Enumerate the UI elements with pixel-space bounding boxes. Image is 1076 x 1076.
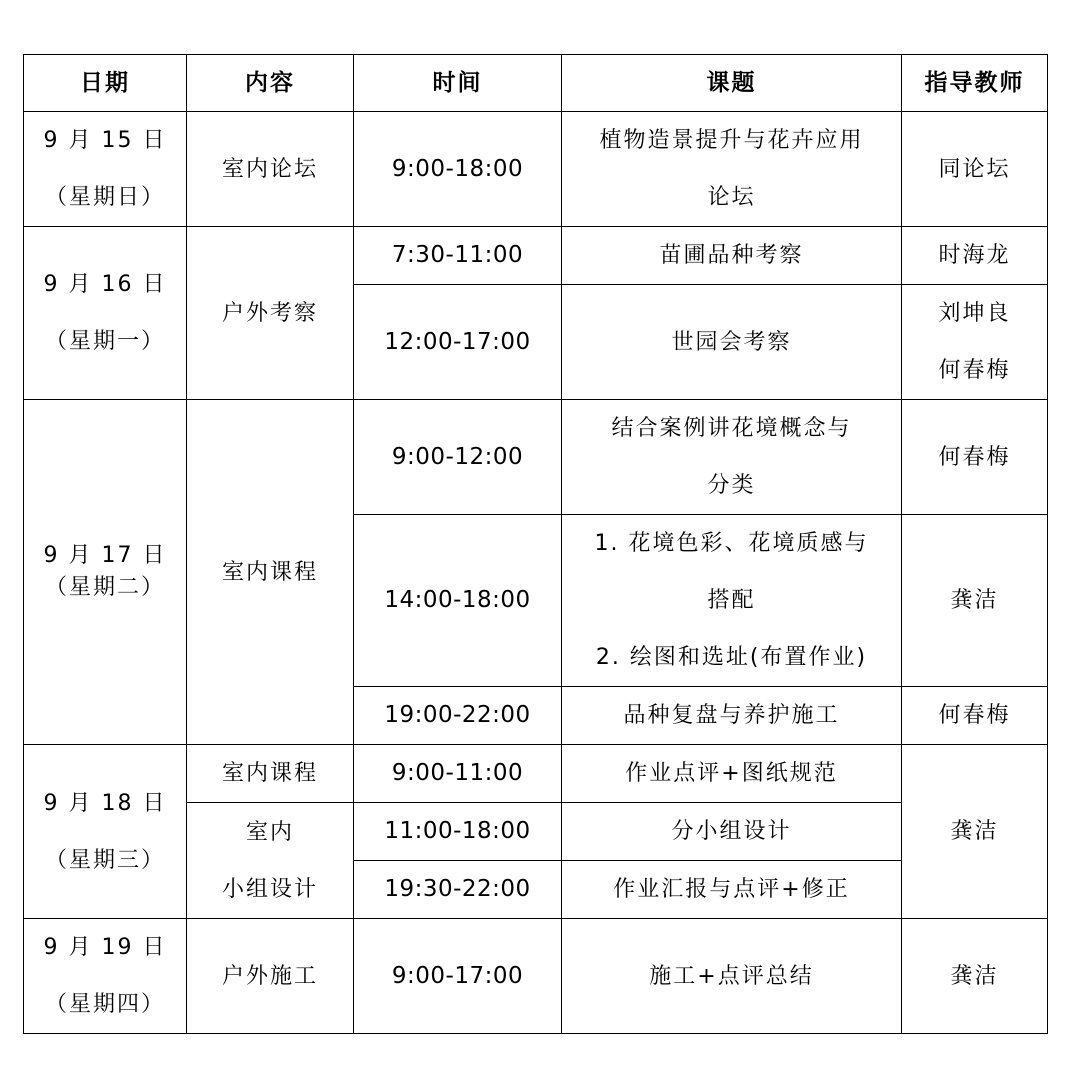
table-row xyxy=(24,400,1048,515)
topic-cell: 苗圃品种考察 xyxy=(562,227,902,285)
table-row xyxy=(24,745,1048,803)
content-cell: 户外考察 xyxy=(187,227,354,400)
topic-line: 1. 花境色彩、花境质感与 xyxy=(594,531,869,556)
date-text: 9 月 18 日 xyxy=(43,790,167,816)
time-cell: 9:00-18:00 xyxy=(354,112,562,227)
topic-cell: 品种复盘与养护施工 xyxy=(562,687,902,745)
topic-line: 论坛 xyxy=(707,185,756,210)
topic-cell xyxy=(562,400,902,515)
date-cell xyxy=(24,400,187,745)
teacher-cell: 时海龙 xyxy=(902,227,1048,285)
header-date: 日期 xyxy=(24,55,187,112)
topic-cell: 世园会考察 xyxy=(562,285,902,400)
date-cell xyxy=(24,112,187,227)
time-cell: 7:30-11:00 xyxy=(354,227,562,285)
date-text: 9 月 16 日 xyxy=(43,272,167,297)
schedule-table xyxy=(23,54,1048,1034)
table-row xyxy=(24,227,1048,285)
teacher-cell: 同论坛 xyxy=(902,112,1048,227)
content-cell: 室内课程 xyxy=(187,745,354,803)
date-cell xyxy=(24,919,187,1034)
header-time: 时间 xyxy=(354,55,562,112)
table-row xyxy=(24,112,1048,227)
weekday-text: （星期四） xyxy=(44,992,165,1017)
topic-line: 植物造景提升与花卉应用 xyxy=(599,128,864,153)
topic-line: 搭配 xyxy=(707,588,756,613)
content-line: 室内 xyxy=(245,819,294,845)
topic-cell xyxy=(562,515,902,687)
weekday-text: （星期三） xyxy=(44,847,165,873)
weekday-text: （星期一） xyxy=(44,329,165,354)
time-cell: 14:00-18:00 xyxy=(354,515,562,687)
date-text: 9 月 19 日 xyxy=(43,935,167,960)
teacher-cell: 何春梅 xyxy=(902,687,1048,745)
topic-line: 结合案例讲花境概念与 xyxy=(611,416,852,441)
topic-cell: 分小组设计 xyxy=(562,803,902,861)
topic-line: 分类 xyxy=(707,473,756,498)
teacher-cell xyxy=(902,285,1048,400)
teacher-cell: 龚洁 xyxy=(902,745,1048,919)
teacher-cell: 何春梅 xyxy=(902,400,1048,515)
time-cell: 9:00-11:00 xyxy=(354,745,562,803)
time-cell: 12:00-17:00 xyxy=(354,285,562,400)
date-text: 9 月 15 日 xyxy=(43,128,167,153)
time-cell: 19:30-22:00 xyxy=(354,861,562,919)
topic-cell: 作业点评+图纸规范 xyxy=(562,745,902,803)
teacher-line: 何春梅 xyxy=(938,358,1011,383)
content-cell: 室内课程 xyxy=(187,400,354,745)
date-cell xyxy=(24,745,187,919)
time-cell: 9:00-12:00 xyxy=(354,400,562,515)
topic-cell: 作业汇报与点评+修正 xyxy=(562,861,902,919)
header-content: 内容 xyxy=(187,55,354,112)
header-teacher: 指导教师 xyxy=(902,55,1048,112)
weekday-text: （星期日） xyxy=(44,185,165,210)
date-cell xyxy=(24,227,187,400)
content-cell: 户外施工 xyxy=(187,919,354,1034)
teacher-cell: 龚洁 xyxy=(902,919,1048,1034)
content-cell xyxy=(187,803,354,919)
weekday-text: （星期二） xyxy=(44,575,165,600)
teacher-cell: 龚洁 xyxy=(902,515,1048,687)
content-line: 小组设计 xyxy=(221,876,318,902)
content-cell: 室内论坛 xyxy=(187,112,354,227)
time-cell: 11:00-18:00 xyxy=(354,803,562,861)
time-cell: 19:00-22:00 xyxy=(354,687,562,745)
teacher-line: 刘坤良 xyxy=(938,301,1011,326)
topic-cell: 施工+点评总结 xyxy=(562,919,902,1034)
time-cell: 9:00-17:00 xyxy=(354,919,562,1034)
table-row xyxy=(24,919,1048,1034)
topic-cell xyxy=(562,112,902,227)
date-text: 9 月 17 日 xyxy=(43,543,167,568)
header-row xyxy=(24,55,1048,112)
topic-line: 2. 绘图和选址(布置作业) xyxy=(595,645,868,670)
header-topic: 课题 xyxy=(562,55,902,112)
